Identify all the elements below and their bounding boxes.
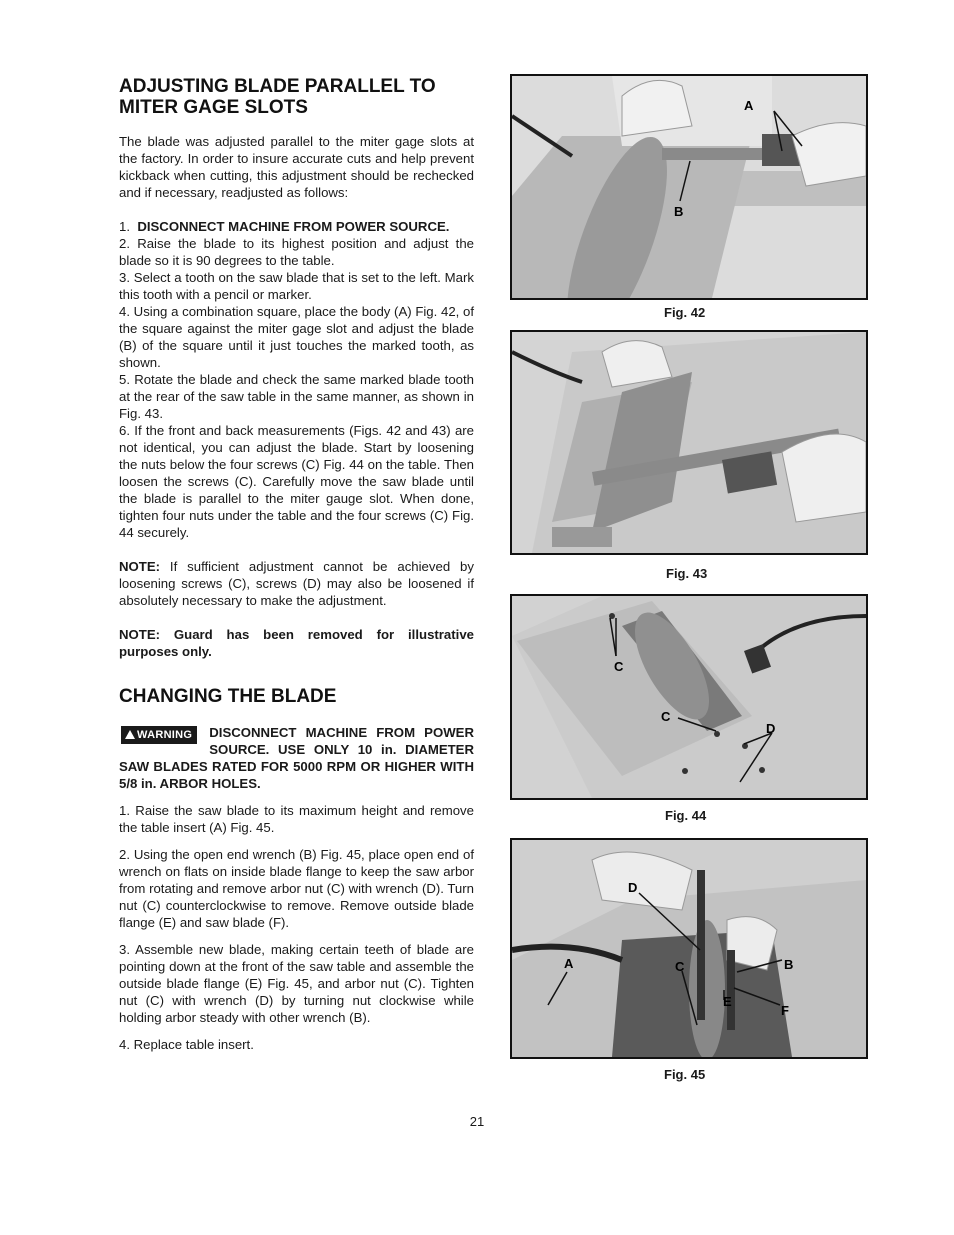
change-step-4: 4. Replace table insert. [119,1037,254,1052]
change-step-3: 3. Assemble new blade, making certain teeth of blade are pointing down at the front of the saw table and assemble the outside blade flange (E) Fig. 45, and arbor nut (C). Tighten nut (C) with wrench (D) by turning nut clockwise while holding arbor steady with other wrench (B). [119,942,474,1025]
fig45-label-f: F [781,1003,789,1018]
figure-44 [510,594,868,800]
figure-42 [510,74,868,300]
warning-paragraph [119,724,474,792]
fig44-label-d: D [766,721,776,736]
fig45-label-d: D [628,880,638,895]
fig42-label-a: A [744,98,754,113]
warning-text: DISCONNECT MACHINE FROM POWER SOURCE. USE ONLY 10 in. DIAMETER SAW BLADES RATED FOR 5000 RPM OR HIGHER WITH 5/8 in. ARBOR HOLES. [119,725,474,791]
intro-paragraph: The blade was adjusted parallel to the miter gage slots at the factory. In order to insure accurate cuts and help prevent kickback when cutting, this adjustment should be rechecked and if necessary, readjusted as follows: [119,134,474,200]
fig45-label-b: B [784,957,794,972]
section-title-blade-parallel: ADJUSTING BLADE PARALLEL TO MITER GAGE SLOTS [119,76,436,118]
step-2: 2. Raise the blade to its highest position and adjust the blade so it is 90 degrees to the table. [119,236,474,268]
step-5: 5. Rotate the blade and check the same marked blade tooth at the rear of the saw table in the same manner, as shown in Fig. 43. [119,372,474,421]
change-step-1: 1. Raise the saw blade to its maximum height and remove the table insert (A) Fig. 45. [119,803,474,835]
warning-badge [121,726,197,744]
left-column [119,76,474,1053]
fig-44-caption: Fig. 44 [665,808,707,823]
step-1-number: 1. [119,219,130,234]
figure-45-photo [512,840,866,1057]
note-screws [119,558,474,609]
warning-badge-label: WARNING [137,729,193,741]
fig45-label-c: C [675,959,685,974]
page-number: 21 [469,1114,485,1129]
change-step-2: 2. Using the open end wrench (B) Fig. 45, place open end of wrench on flats on inside blade flange to keep the saw arbor from rotating and remove arbor nut (C) with wrench (D). Turn nut (C) counterclockwise to remove. Remove outside blade flange (E) and saw blade (F). [119,847,474,930]
step-1-text: DISCONNECT MACHINE FROM POWER SOURCE. [137,219,450,234]
figure-43-photo [512,332,866,553]
figure-44-photo [512,596,866,798]
fig44-label-c-top: C [614,659,624,674]
fig45-label-a: A [564,956,574,971]
note-label: NOTE: [119,559,161,574]
fig-43-caption: Fig. 43 [666,566,708,581]
fig-42-caption: Fig. 42 [664,305,706,320]
step-6: 6. If the front and back measurements (Figs. 42 and 43) are not identical, you can adjust the blade. Start by loosening the nuts below the four screws (C) Fig. 44 on the table. Then loosen the screws (C). Carefully move the saw blade until the blade is parallel to the miter gauge slot. When done, tighten four nuts under the table and the four screws (C) Fig. 44 securely. [119,423,474,540]
note-guard: NOTE: Guard has been removed for illustrative purposes only. [119,627,474,659]
fig44-label-c-bottom: C [661,709,671,724]
step-4: 4. Using a combination square, place the body (A) Fig. 42, of the square against the miter gage slot and adjust the blade (B) of the square until it just touches the marked tooth, as shown. [119,304,474,370]
step-1 [119,218,474,235]
fig-45-caption: Fig. 45 [664,1067,706,1082]
step-3: 3. Select a tooth on the saw blade that is set to the left. Mark this tooth with a pencil or marker. [119,270,474,302]
figure-42-photo [512,76,866,298]
warning-triangle-icon [125,730,135,739]
section-title-changing-blade: CHANGING THE BLADE [119,686,337,707]
fig42-label-b: B [674,204,684,219]
figure-45 [510,838,868,1059]
fig45-label-e: E [723,994,732,1009]
note-text: If sufficient adjustment cannot be achieved by loosening screws (C), screws (D) may also be loosened if absolutely necessary to make the adjustment. [119,559,474,608]
figure-43 [510,330,868,555]
